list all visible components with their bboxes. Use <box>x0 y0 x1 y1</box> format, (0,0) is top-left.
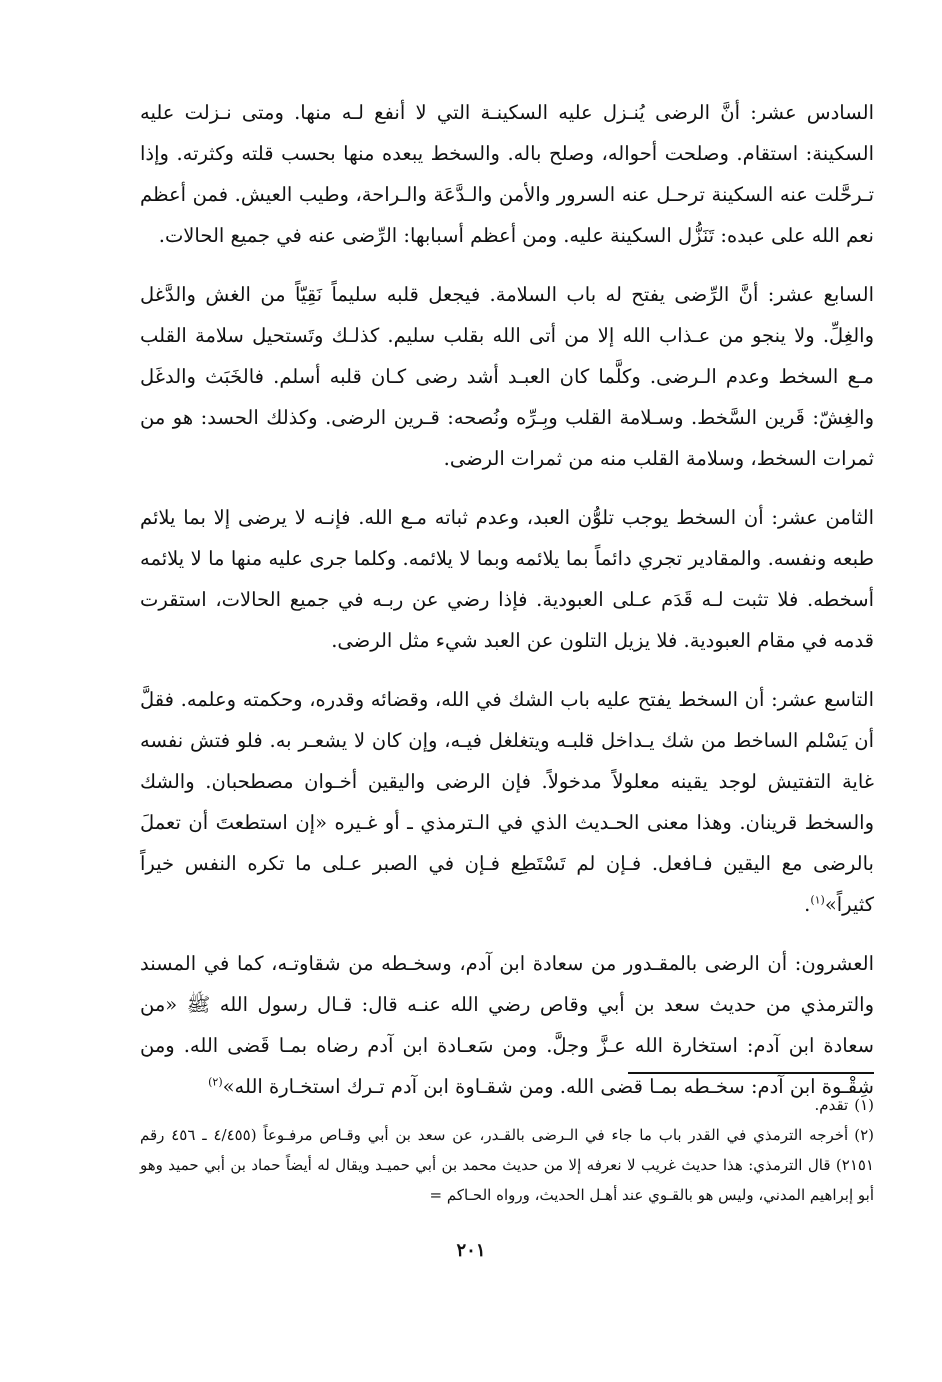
footnote-text: تقدم. <box>814 1096 849 1114</box>
footnote-number: (١) <box>854 1096 874 1114</box>
footnote-1 <box>140 1090 874 1120</box>
footnote-text: أخرجه الترمذي في القدر باب ما جاء في الـرضى بالقـدر، عن سعد بن أبي وقـاص مرفـوعاً (٤/٤٥٥ ـ ٤٥٦ رقم ٢١٥١) قال الترمذي: هذا حديث غريب لا نعرفه إلا من حديث محمد بن أبي حميـد ويقال له أيضاً حماد بن أبي حميد وهو أبو إبراهيم المدني، وليس هو بالقـوي عند أهـل الحديث، ورواه الحـاكم = <box>140 1126 874 1204</box>
paragraph-text: الثامن عشر: أن السخط يوجب تلوُّن العبد، وعدم ثباته مـع الله. فإنـه لا يرضى إلا بما يلائم طبعه ونفسه. والمقادير تجري دائماً بما يلائمه وبما لا يلائمه. وكلما جرى عليه منها ما لا يلائمه أسخطه. فلا تثبت لـه قَدَم عـلى العبودية. فإذا رضي عن ربـه في جميع الحالات، استقرت قدمه في مقام العبودية. فلا يزيل التلون عن العبد شيء مثل الرضى. <box>140 506 874 652</box>
footnotes <box>140 1090 874 1210</box>
paragraph-text: السادس عشر: أنَّ الرضى يُنـزل عليه السكينـة التي لا أنفع لـه منها. ومتى نـزلت عليه السكينة: استقام. وصلحت أحواله، وصلح باله. والسخط يبعده منها بحسب قلته وكثرته. وإذا تـرحَّلت عنه السكينة ترحـل عنه السرور والأمن والـدَّعَة والـراحة، وطيب العيش. فمن أعظم نعم الله على عبده: تَنَزُّل السكينة عليه. ومن أعظم أسبابها: الرِّضى عنه في جميع الحالات. <box>140 101 874 247</box>
page-number: ٢٠١ <box>456 1240 486 1261</box>
footnote-ref: (١) <box>810 893 825 907</box>
footnote-number: (٢) <box>854 1126 874 1144</box>
paragraph-text: التاسع عشر: أن السخط يفتح عليه باب الشك في الله، وقضائه وقدره، وحكمته وعلمه. فقلَّ أن يَسْلم الساخط من شك يـداخل قلبـه ويتغلغل فيـه، وإن كان لا يشعـر به. فلو فتش نفسه غاية التفتيش لوجد يقينه معلولاً مدخولاً. فإن الرضى واليقين أخـوان مصطحبان. والشك والسخط قرينان. وهذا معنى الحـديث الذي في الـترمذي ـ أو غـيره «إن استطعتَ أن تعملَ بالرضى مع اليقين فـافعل. فـإن لم تَسْتَطِع فـإن في الصبر عـلى ما تكره النفس خيراً كثيراً» <box>140 688 874 916</box>
paragraph-20 <box>140 943 874 1107</box>
main-text <box>140 92 874 1125</box>
footnote-divider <box>628 1072 874 1074</box>
footnote-ref: (٢) <box>208 1075 223 1089</box>
paragraph-text: العشرون: أن الرضى بالمقـدور من سعادة ابن آدم، وسخـطه من شقاوتـه، كما في المسند والترمذي من حديث سعد بن أبي وقاص رضي الله عنـه قال: قـال رسول الله ﷺ «من سعادة ابن آدم: استخارة الله عـزَّ وجلَّ. ومن سَعـادة ابن آدم رضاه بمـا قَضى الله. ومن شِقْـوة ابن آدم: سخـطه بمـا قضى الله. ومن شقـاوة ابن آدم تـرك استخـارة الله» <box>140 952 874 1098</box>
paragraph-text: السابع عشر: أنَّ الرِّضى يفتح له باب السلامة. فيجعل قلبه سليماً نَقِيّاً من الغش والدَّغل والغِلِّ. ولا ينجو من عـذاب الله إلا من أتى الله بقلب سليم. كذلـك وتَستحيل سلامة القلب مـع السخط وعدم الـرضى. وكلَّما كان العبـد أشد رضى كـان قلبه أسلم. فالخَبَث والدغَل والغِشّ: قَرين السَّخط. وسـلامة القلب وبِـرِّه ونُصحه: قـرين الرضى. وكذلك الحسد: هو من ثمرات السخط، وسلامة القلب منه من ثمرات الرضى. <box>140 283 874 470</box>
paragraph-19 <box>140 679 874 925</box>
paragraph-16 <box>140 92 874 256</box>
footnote-2 <box>140 1120 874 1210</box>
paragraph-18 <box>140 497 874 661</box>
paragraph-tail: . <box>804 893 811 916</box>
paragraph-17 <box>140 274 874 479</box>
